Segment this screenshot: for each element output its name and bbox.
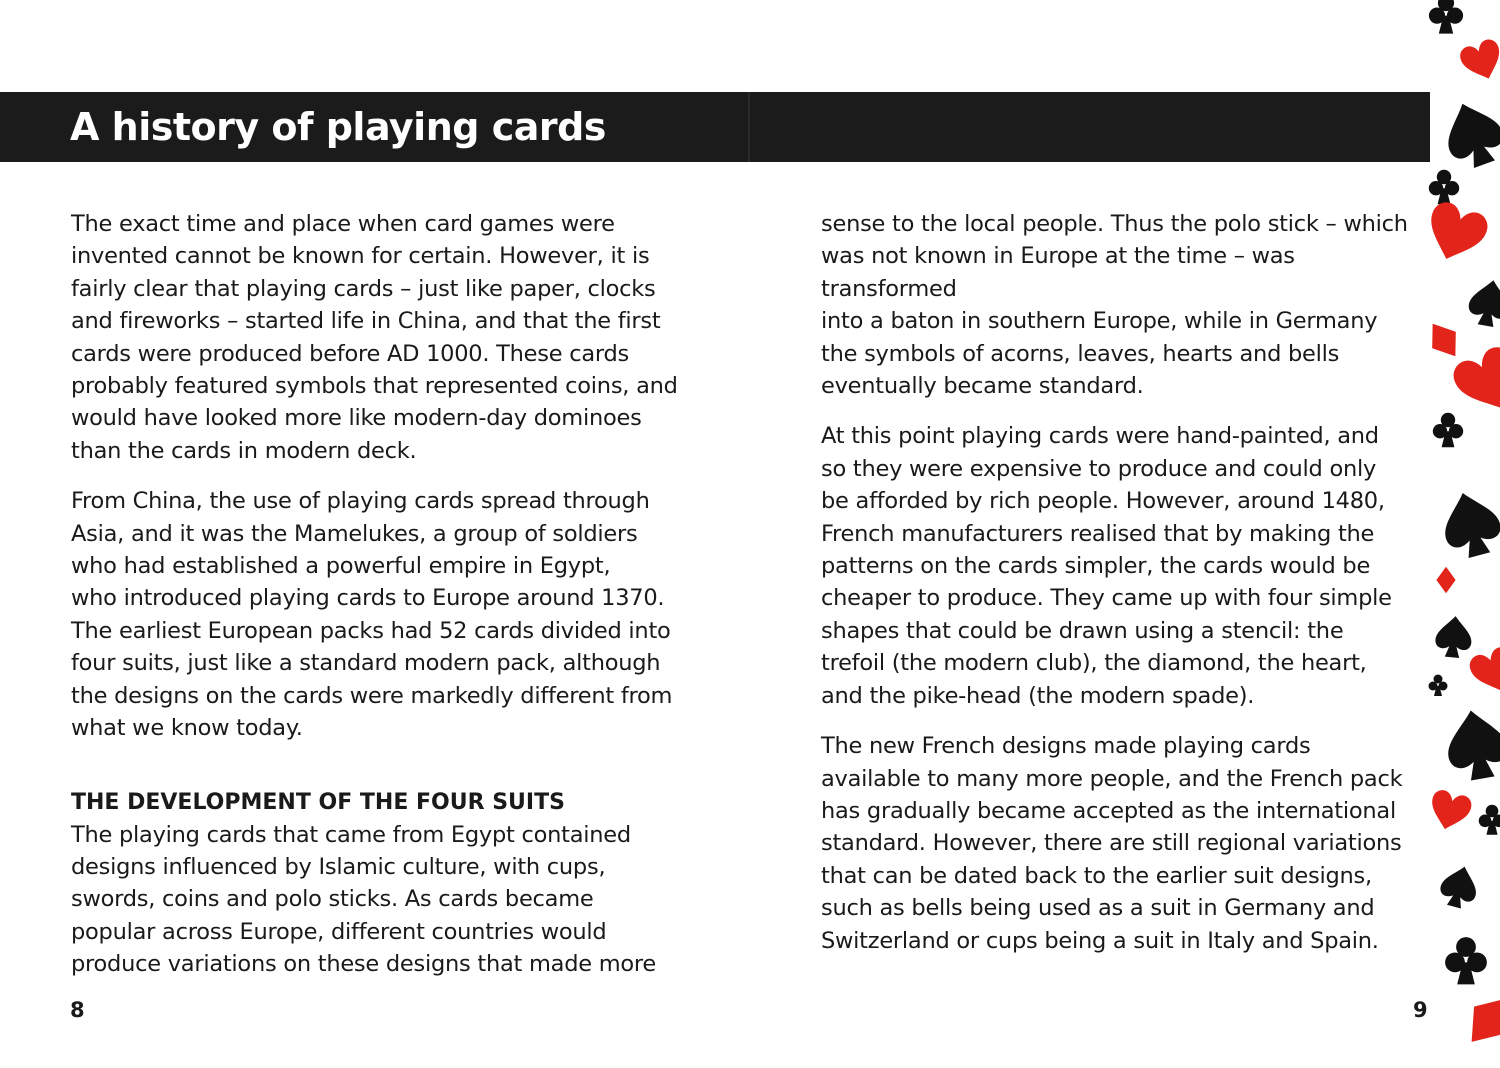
- club-icon: [1429, 0, 1463, 34]
- left-paragraph-1: The exact time and place when card games were invented cannot be known for certain. However, it is fairly clear that playing cards – just like paper, clocks and fireworks – started life in China, and that the first cards were produced before AD 1000. These cards probably featured symbols that represented coins, and would have looked more like modern-day dominoes than the cards in modern deck.: [71, 211, 678, 464]
- heart-icon: [1426, 198, 1492, 268]
- heart-icon: [1426, 788, 1474, 834]
- spade-icon: [1441, 705, 1500, 783]
- club-icon: [1479, 805, 1500, 835]
- page-title: A history of playing cards: [70, 105, 606, 149]
- diamond-icon: [1426, 316, 1467, 365]
- club-icon: [1433, 413, 1463, 447]
- right-paragraph-1: sense to the local people. Thus the polo stick – which was not known in Europe at the time – was transformed into a baton in southern Europe, while in Germany the symbols of acorns, leaves, hearts and bells eventually became standard.: [821, 211, 1408, 400]
- heart-icon: [1457, 37, 1500, 86]
- diamond-icon: [1436, 567, 1455, 593]
- club-icon: [1429, 675, 1448, 697]
- right-paragraph-2: At this point playing cards were hand-painted, and so they were expensive to produce and could only be afforded by rich people. However, around 1480, French manufacturers realised that by making the patterns on the cards simpler, the cards would be cheaper to produce. They came up with four simple shapes that could be drawn using a stencil: the trefoil (the modern club), the diamond, the heart, and the pike-head (the modern spade).: [821, 423, 1392, 709]
- club-icon: [1429, 170, 1459, 204]
- heart-icon: [1467, 644, 1500, 698]
- heart-icon: [1449, 342, 1500, 421]
- spade-icon: [1434, 614, 1473, 658]
- section-heading: THE DEVELOPMENT OF THE FOUR SUITS: [71, 789, 565, 815]
- right-paragraph-3: The new French designs made playing cards available to many more people, and the French pack has gradually became accepted as the international standard. However, there are still regional variations that can be dated back to the earlier suit designs, such as bells being used as a suit in Germany and Switzerland or cups being a suit in Italy and Spain.: [821, 733, 1403, 954]
- left-column: [71, 208, 711, 999]
- card-suits-border: [1426, 0, 1500, 1068]
- section-paragraph: The playing cards that came from Egypt contained designs influenced by Islamic culture, with cups, swords, coins and polo sticks. As cards became popular across Europe, different countries would produce variations on these designs that made more: [71, 821, 657, 978]
- card-suits-pattern: [1426, 0, 1500, 1068]
- club-icon: [1445, 937, 1487, 984]
- right-column: [821, 208, 1421, 975]
- spade-icon: [1436, 486, 1500, 563]
- left-paragraph-2: From China, the use of playing cards spread through Asia, and it was the Mamelukes, a group of soldiers who had established a powerful empire in Egypt, who introduced playing cards to Europe around 1370. The earliest European packs had 52 cards divided into four suits, just like a standard modern pack, although the designs on the cards were markedly different from what we know today.: [71, 488, 673, 742]
- spade-icon: [1466, 277, 1500, 329]
- page-number-right: 9: [1413, 998, 1428, 1022]
- page-number-left: 8: [70, 998, 85, 1022]
- page-spread-divider: [748, 92, 750, 162]
- diamond-icon: [1456, 985, 1500, 1056]
- spade-icon: [1437, 862, 1482, 911]
- spade-icon: [1436, 94, 1500, 174]
